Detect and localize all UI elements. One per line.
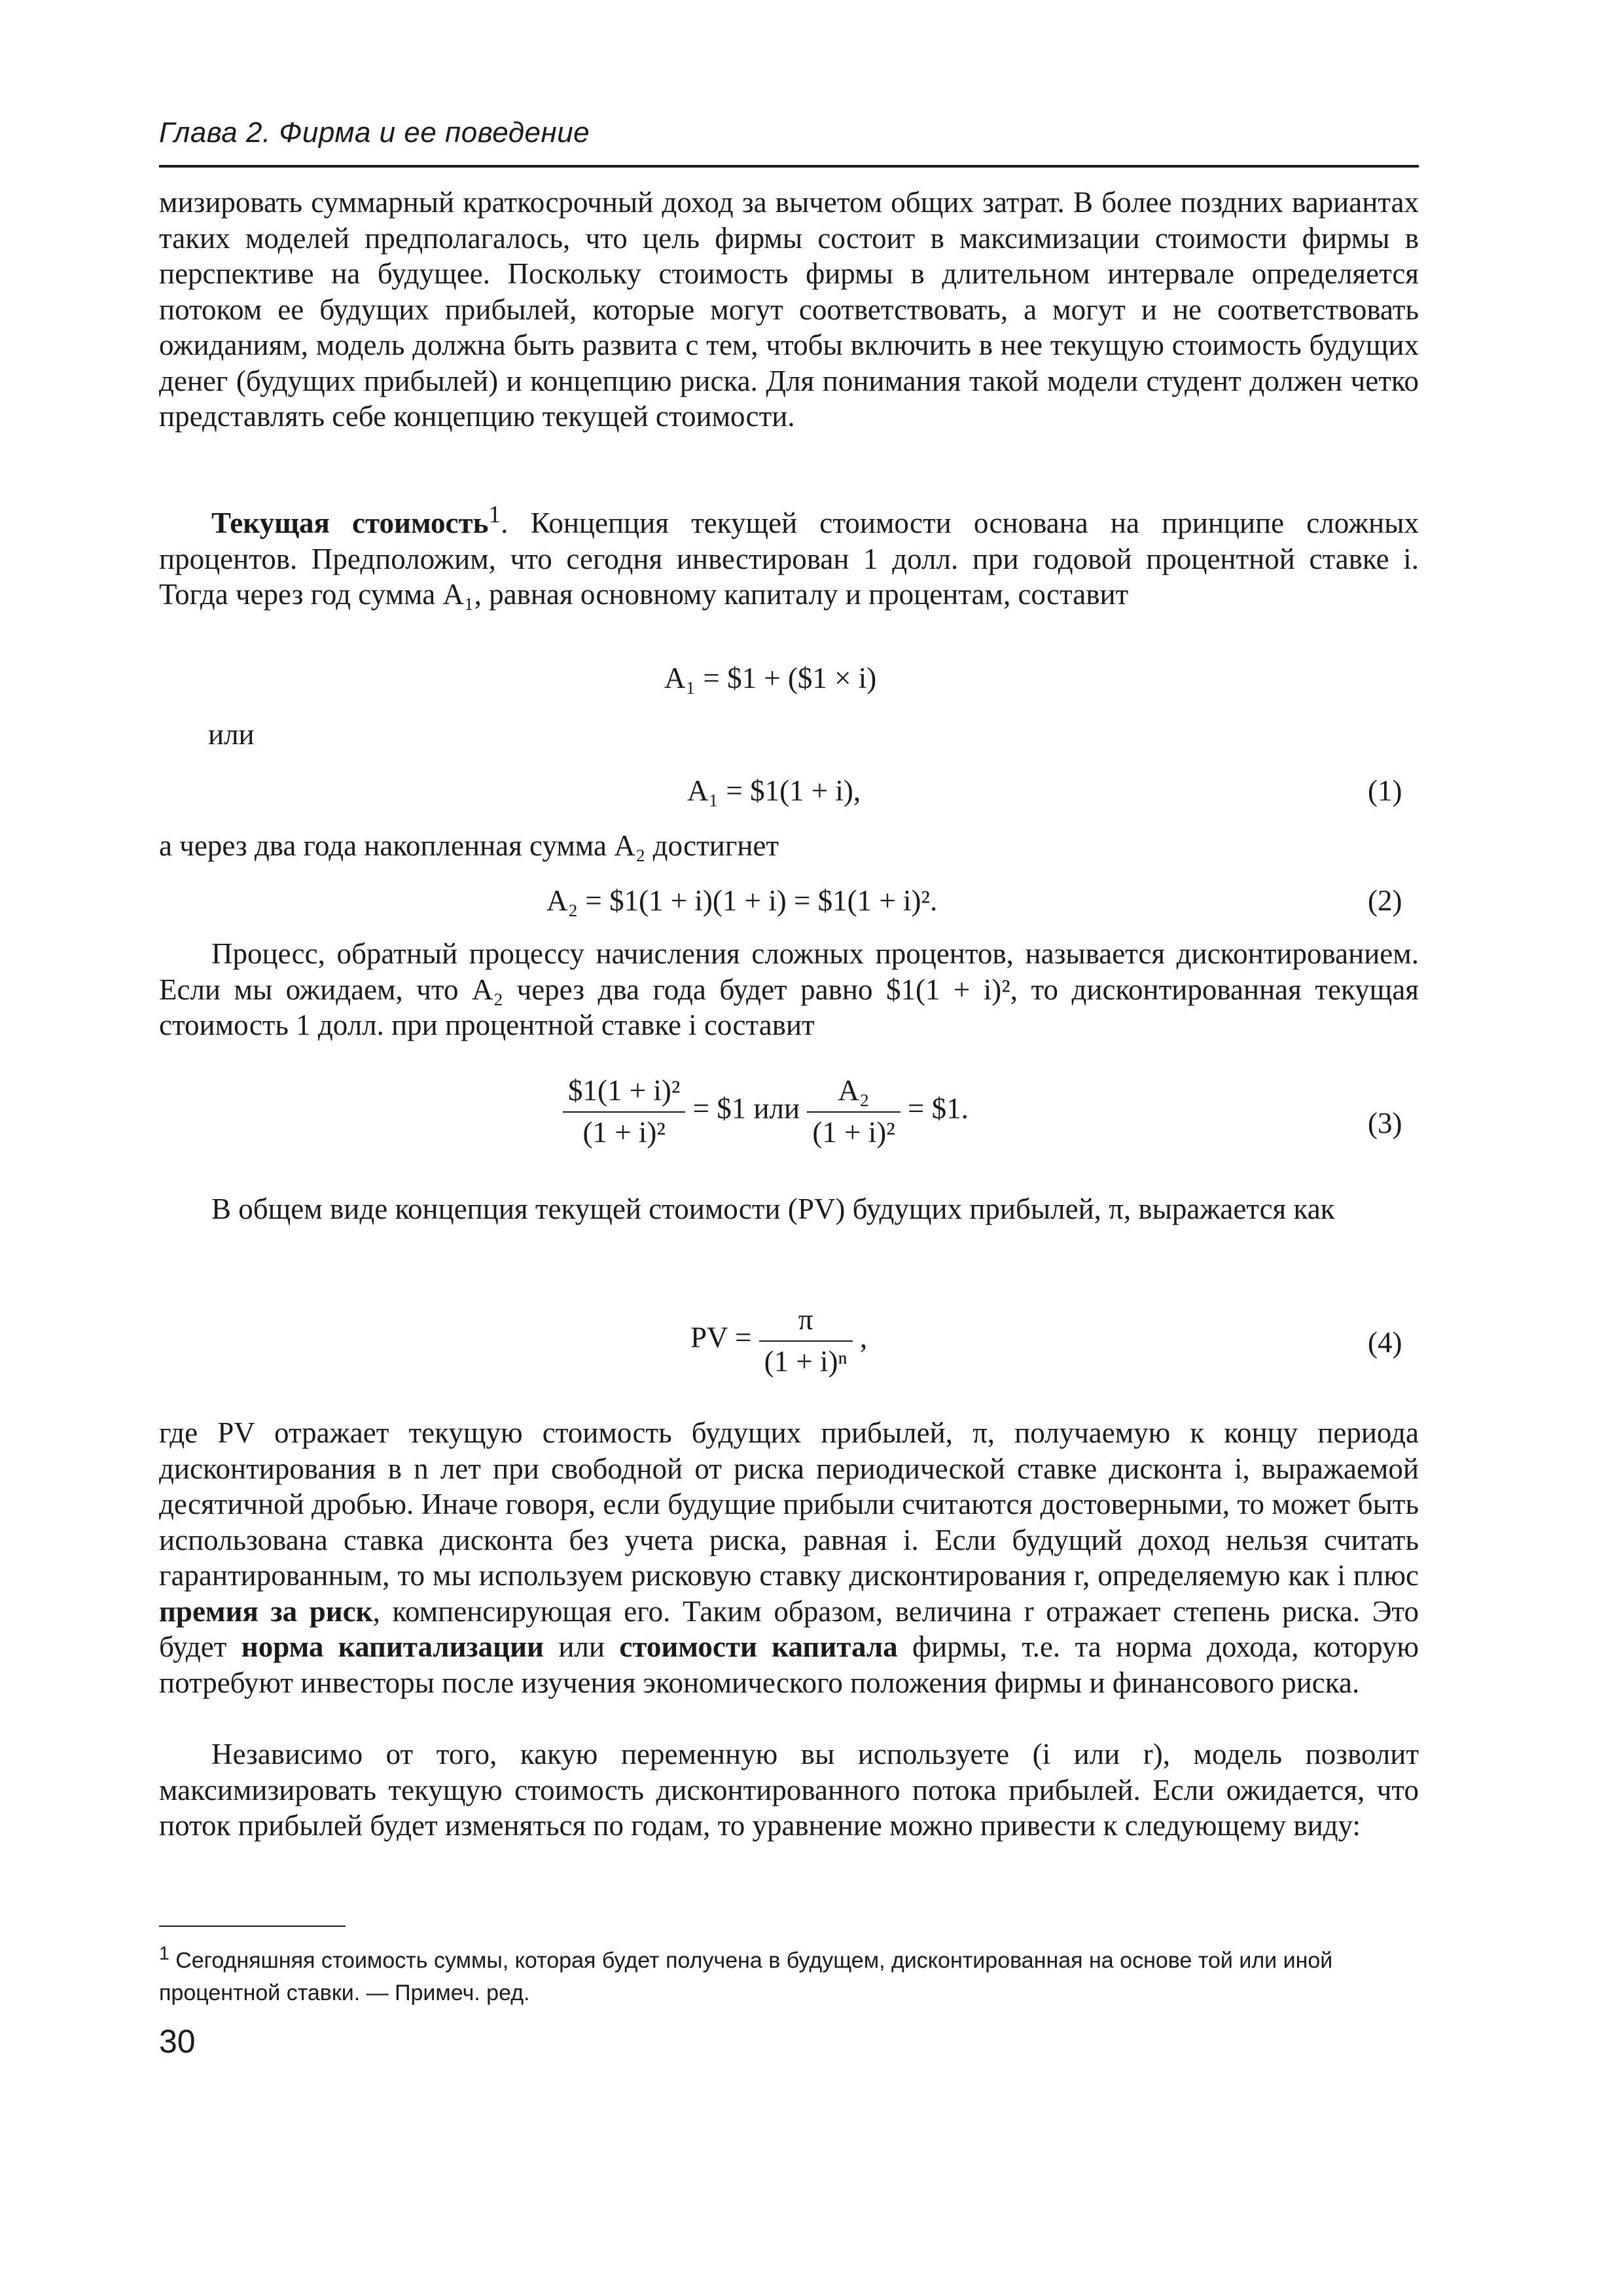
footnote-reference: 1 [488, 501, 501, 528]
paragraph-text: фирмы, т.е. та норма дохода, которую потребуют инвесторы после изучения экономического положения фирмы и финансового риска. [159, 1630, 1419, 1699]
term-risk-premium: премия за риск [159, 1594, 373, 1628]
footnote [159, 1937, 1419, 2009]
paragraph-present-value [159, 497, 1419, 613]
paragraph-general-form: В общем виде концепция текущей стоимости (PV) будущих прибылей, π, выражается как [211, 1193, 1335, 1225]
footnote-mark: 1 [159, 1943, 169, 1964]
header-rule [159, 165, 1419, 168]
equation-4 [690, 1302, 867, 1378]
equation-4-fraction [759, 1302, 853, 1378]
equation-2: A₂ = $1(1 + i)(1 + i) = $1(1 + i)². [546, 884, 938, 917]
equation-2-number: (2) [1368, 884, 1402, 917]
fraction-denominator: (1 + i)² [812, 1116, 895, 1149]
running-header: Глава 2. Фирма и ее поведение [159, 117, 590, 149]
fraction-denominator: (1 + i)² [582, 1116, 666, 1149]
page-number: 30 [159, 2023, 196, 2060]
equation-4-end: , [859, 1321, 868, 1354]
equation-3-fraction-2 [807, 1073, 900, 1149]
paragraph-discounting: Процесс, обратный процессу начисления сложных процентов, называется дисконтированием. Если мы ожидаем, что A₂ через два года будет равно $1(1 + i)², то дисконтированная текущая стоимость 1 долл. при процентной ставке i составит [159, 937, 1419, 1041]
paragraph-regardless: Независимо от того, какую переменную вы используете (i или r), модель позволит максимизировать текущую стоимость дисконтированного потока прибылей. Если ожидается, что поток прибылей будет изменяться по годам, то уравнение можно привести к следующему виду: [159, 1738, 1419, 1842]
paragraph-text: , компенсирующая его. Таким образом, величина r отражает степень риска. Это будет [159, 1594, 1419, 1663]
equation-3-fraction-1 [563, 1073, 685, 1149]
term-cost-of-capital: стоимости капитала [619, 1630, 898, 1663]
paragraph-text: или [543, 1630, 620, 1663]
paragraph-text: где PV отражает текущую стоимость будущих прибылей, π, получаемую к концу периода дисконтирования в n лет при свободной от риска периодической ставке дисконта i, выражаемой десятичной дробью. Иначе говоря, если будущие прибыли считаются достоверными, то может быть использована ставка дисконта без учета риска, равная i. Если будущий доход нельзя считать гарантированным, то мы используем рисковую ставку дисконтирования r, определяемую как i плюс [159, 1416, 1419, 1592]
equation-3 [563, 1073, 969, 1149]
equation-3-middle: = $1 или [692, 1092, 800, 1125]
equation-3-end: = $1. [907, 1092, 969, 1125]
fraction-denominator: (1 + i)ⁿ [764, 1345, 847, 1378]
run-in-heading: Текущая стоимость [211, 507, 489, 539]
fraction-numerator: $1(1 + i)² [563, 1073, 685, 1113]
equation-4-lhs: PV = [690, 1321, 752, 1354]
fraction-numerator: π [759, 1302, 853, 1342]
paragraph-two-years: а через два года накопленная сумма A₂ достигнет [159, 829, 779, 862]
equation-4-number: (4) [1368, 1326, 1402, 1359]
connector-or: или [208, 718, 255, 751]
term-capitalization-rate: норма капитализации [241, 1630, 544, 1663]
paragraph-text: . Концепция текущей стоимости основана на принципе сложных процентов. Предположим, что сегодня инвестирован 1 долл. при годовой процентной ставке i. Тогда через год сумма A₁, равная основному капиталу и процентам, составит [159, 507, 1419, 611]
footnote-rule [159, 1926, 346, 1927]
paragraph-continuation: мизировать суммарный краткосрочный доход за вычетом общих затрат. В более поздних вариантах таких моделей предполагалось, что цель фирмы состоит в максимизации стоимости фирмы в перспективе на будущее. Поскольку стоимость фирмы в длительном интервале определяется потоком ее будущих прибылей, которые могут соответствовать, а могут и не соответствовать ожиданиям, модель должна быть развита с тем, чтобы включить в нее текущую стоимость будущих денег (будущих прибылей) и концепцию риска. Для понимания такой модели студент должен четко представлять себе концепцию текущей стоимости. [159, 186, 1419, 433]
paragraph-where-pv [159, 1415, 1419, 1700]
equation-3-number: (3) [1368, 1107, 1402, 1139]
equation-1-number: (1) [1368, 774, 1402, 807]
fraction-numerator: A₂ [807, 1073, 900, 1113]
equation-1: A₁ = $1(1 + i), [687, 774, 861, 807]
footnote-text: Сегодняшняя стоимость суммы, которая будет получена в будущем, дисконтированная на основе той или иной процентной ставки. — Примеч. ред. [159, 1948, 1333, 2006]
equation-a1-sum: A₁ = $1 + ($1 × i) [664, 662, 877, 694]
